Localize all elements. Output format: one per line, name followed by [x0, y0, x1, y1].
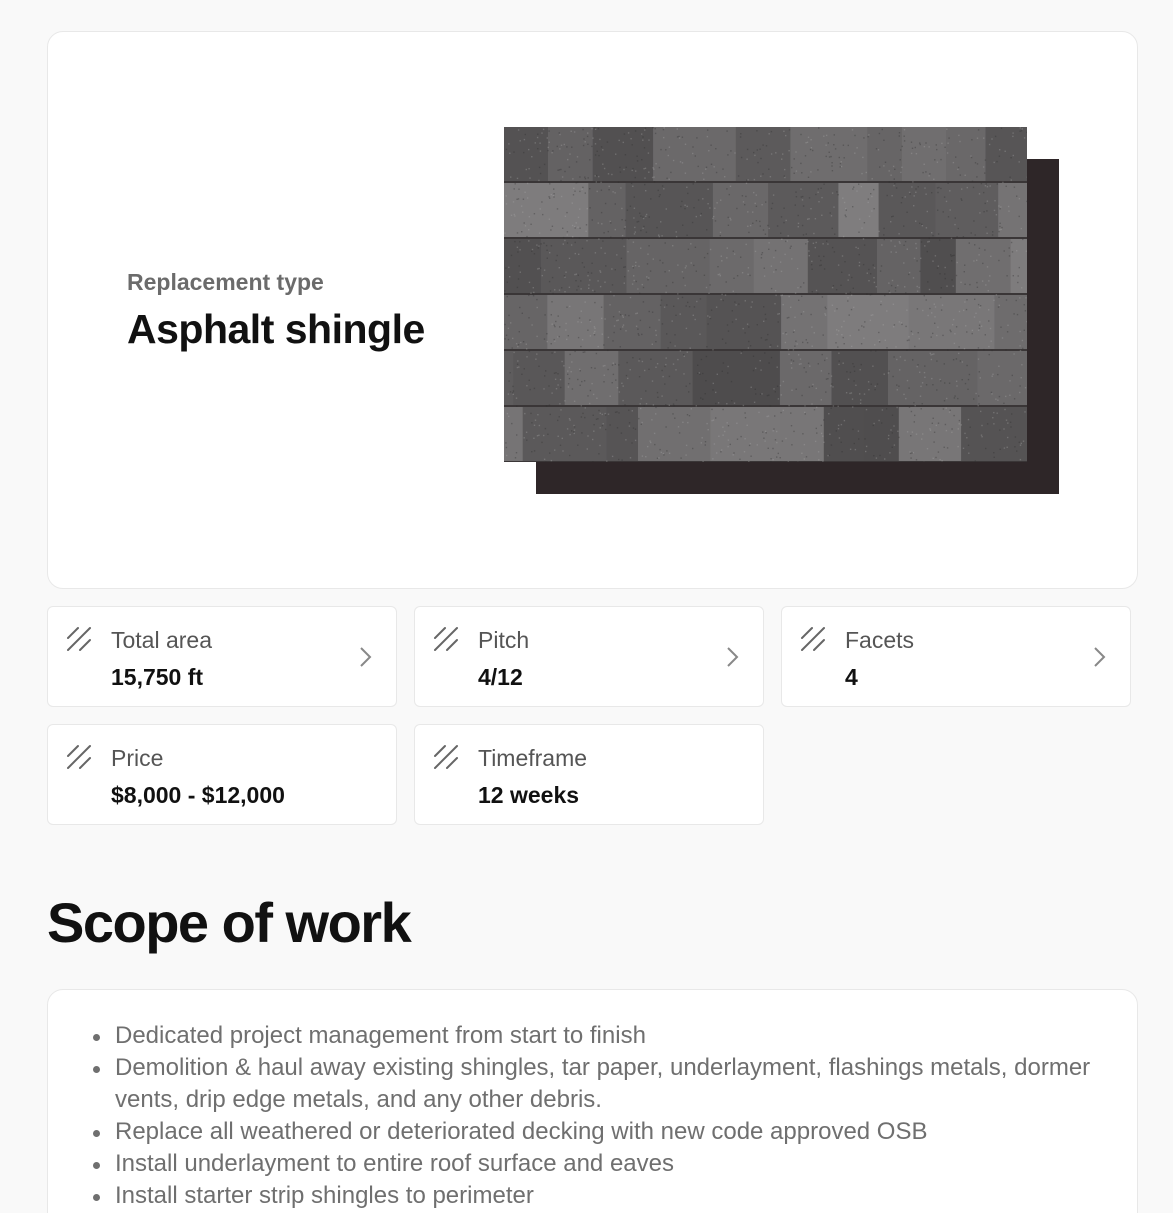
stat-label: Price	[111, 745, 164, 771]
stat-label: Pitch	[478, 627, 530, 653]
stat-value: 12 weeks	[478, 782, 580, 808]
list-item: Demolition & haul away existing shingles, tar paper, underlayment, flashings metals, dormer vents, drip edge metals, and any other debris.	[115, 1052, 1105, 1116]
stat-card-price	[47, 724, 397, 825]
hatch-icon	[66, 744, 92, 770]
stat-label: Timeframe	[478, 745, 588, 771]
scope-list	[115, 1020, 1105, 1212]
hatch-icon	[433, 744, 459, 770]
list-item: Dedicated project management from start to finish	[115, 1020, 1105, 1052]
hatch-icon	[800, 626, 826, 652]
list-item: Install starter strip shingles to perimeter	[115, 1180, 1105, 1212]
stat-label: Facets	[845, 627, 915, 653]
chevron-right-icon[interactable]	[1092, 644, 1108, 670]
stat-value: 15,750 ft	[111, 664, 204, 690]
replacement-type-card	[47, 31, 1138, 589]
hatch-icon	[433, 626, 459, 652]
scope-of-work-heading: Scope of work	[47, 891, 411, 954]
stat-label: Total area	[111, 627, 213, 653]
list-item: Install underlayment to entire roof surface and eaves	[115, 1148, 1105, 1180]
chevron-right-icon[interactable]	[725, 644, 741, 670]
stat-card-pitch[interactable]	[414, 606, 764, 707]
chevron-right-icon[interactable]	[358, 644, 374, 670]
stat-value: 4	[845, 664, 858, 690]
stat-card-facets[interactable]	[781, 606, 1131, 707]
scope-of-work-card	[47, 989, 1138, 1213]
stat-value: 4/12	[478, 664, 523, 690]
list-item: Replace all weathered or deteriorated decking with new code approved OSB	[115, 1116, 1105, 1148]
replacement-type-title: Asphalt shingle	[127, 306, 425, 352]
stat-card-timeframe	[414, 724, 764, 825]
shingle-image	[504, 127, 1060, 495]
stat-value: $8,000 - $12,000	[111, 782, 285, 808]
shingle-texture	[504, 127, 1027, 462]
replacement-type-label: Replacement type	[127, 269, 324, 295]
stat-card-total-area[interactable]	[47, 606, 397, 707]
hatch-icon	[66, 626, 92, 652]
